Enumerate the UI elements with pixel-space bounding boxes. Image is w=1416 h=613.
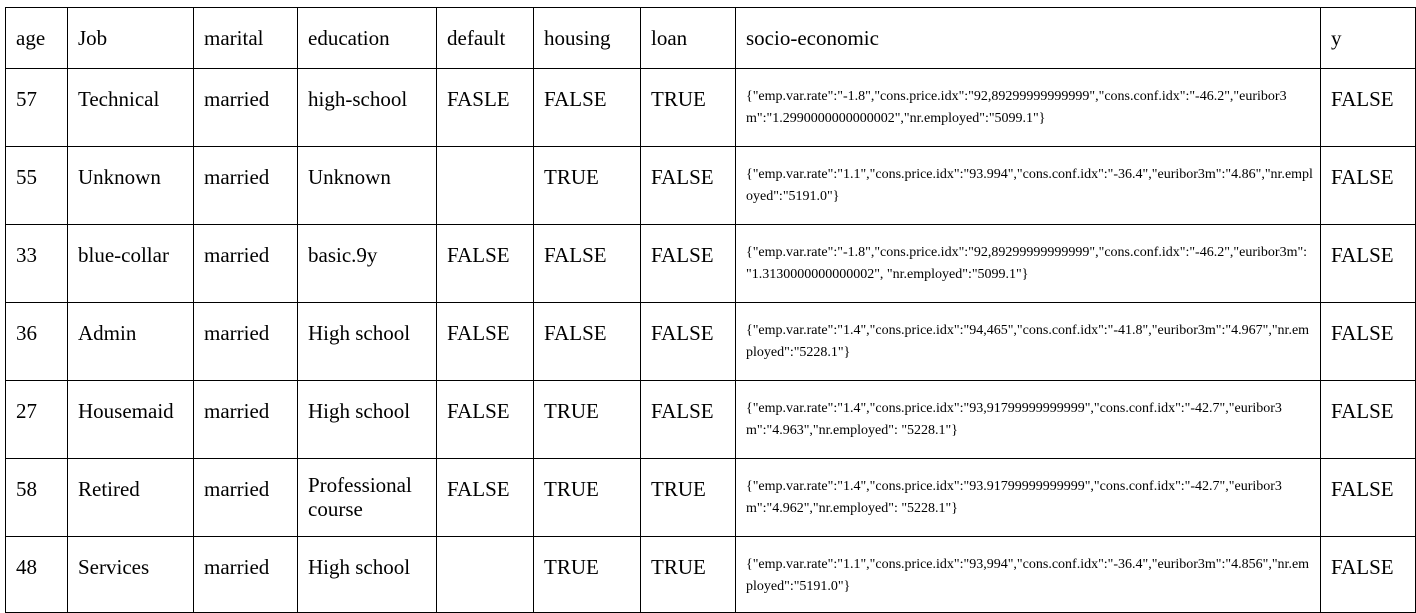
cell-default	[437, 147, 534, 225]
header-housing: housing	[534, 8, 641, 69]
cell-marital: married	[194, 147, 298, 225]
cell-y: FALSE	[1321, 537, 1416, 613]
table-row	[6, 303, 1416, 381]
cell-age: 58	[6, 459, 68, 537]
cell-marital: married	[194, 225, 298, 303]
cell-loan: TRUE	[641, 69, 736, 147]
cell-default: FALSE	[437, 459, 534, 537]
table-row	[6, 381, 1416, 459]
cell-loan: FALSE	[641, 303, 736, 381]
cell-socio-economic: {"emp.var.rate":"1.1","cons.price.idx":"93,994","cons.conf.idx":"-36.4","euribor3m":"4.856","nr.employed":"5191.0"}	[736, 537, 1321, 613]
cell-y: FALSE	[1321, 69, 1416, 147]
cell-socio-economic: {"emp.var.rate":"1.4","cons.price.idx":"93.91799999999999","cons.conf.idx":"-42.7","euribor3m":"4.962","nr.employed": "5228.1"}	[736, 459, 1321, 537]
header-loan: loan	[641, 8, 736, 69]
cell-education: High school	[298, 381, 437, 459]
table-row	[6, 459, 1416, 537]
cell-age: 33	[6, 225, 68, 303]
table-row	[6, 69, 1416, 147]
cell-housing: TRUE	[534, 147, 641, 225]
cell-education: Unknown	[298, 147, 437, 225]
cell-socio-economic: {"emp.var.rate":"-1.8","cons.price.idx":"92,89299999999999","cons.conf.idx":"-46.2","euribor3m":"1.2990000000000002","nr.employed":"5099.1"}	[736, 69, 1321, 147]
cell-job: Admin	[68, 303, 194, 381]
cell-socio-economic: {"emp.var.rate":"1.1","cons.price.idx":"93.994","cons.conf.idx":"-36.4","euribor3m":"4.86","nr.employed":"5191.0"}	[736, 147, 1321, 225]
cell-default: FALSE	[437, 225, 534, 303]
table-row	[6, 537, 1416, 613]
cell-marital: married	[194, 303, 298, 381]
data-table-container	[5, 7, 1416, 613]
cell-job: Retired	[68, 459, 194, 537]
cell-default	[437, 537, 534, 613]
cell-age: 48	[6, 537, 68, 613]
cell-education: Professional course	[298, 459, 437, 537]
cell-education: High school	[298, 303, 437, 381]
cell-y: FALSE	[1321, 459, 1416, 537]
cell-socio-economic: {"emp.var.rate":"1.4","cons.price.idx":"94,465","cons.conf.idx":"-41.8","euribor3m":"4.967","nr.employed":"5228.1"}	[736, 303, 1321, 381]
cell-education: basic.9y	[298, 225, 437, 303]
cell-marital: married	[194, 69, 298, 147]
cell-housing: FALSE	[534, 225, 641, 303]
cell-socio-economic: {"emp.var.rate":"1.4","cons.price.idx":"93,91799999999999","cons.conf.idx":"-42.7","euribor3m":"4.963","nr.employed": "5228.1"}	[736, 381, 1321, 459]
cell-socio-economic: {"emp.var.rate":"-1.8","cons.price.idx":"92,89299999999999","cons.conf.idx":"-46.2","euribor3m": "1.3130000000000002", "nr.employed":"5099.1"}	[736, 225, 1321, 303]
cell-job: Technical	[68, 69, 194, 147]
cell-housing: FALSE	[534, 69, 641, 147]
cell-y: FALSE	[1321, 225, 1416, 303]
header-default: default	[437, 8, 534, 69]
header-age: age	[6, 8, 68, 69]
header-socio-economic: socio-economic	[736, 8, 1321, 69]
cell-marital: married	[194, 537, 298, 613]
header-y: y	[1321, 8, 1416, 69]
table-row	[6, 147, 1416, 225]
cell-education: High school	[298, 537, 437, 613]
cell-y: FALSE	[1321, 381, 1416, 459]
cell-y: FALSE	[1321, 147, 1416, 225]
cell-marital: married	[194, 459, 298, 537]
cell-job: blue-collar	[68, 225, 194, 303]
cell-housing: TRUE	[534, 381, 641, 459]
cell-job: Services	[68, 537, 194, 613]
header-job: Job	[68, 8, 194, 69]
cell-loan: TRUE	[641, 537, 736, 613]
cell-age: 57	[6, 69, 68, 147]
cell-loan: FALSE	[641, 381, 736, 459]
cell-loan: FALSE	[641, 147, 736, 225]
cell-housing: FALSE	[534, 303, 641, 381]
cell-age: 27	[6, 381, 68, 459]
table-row	[6, 225, 1416, 303]
cell-education: high-school	[298, 69, 437, 147]
cell-default: FALSE	[437, 303, 534, 381]
cell-marital: married	[194, 381, 298, 459]
cell-age: 55	[6, 147, 68, 225]
cell-y: FALSE	[1321, 303, 1416, 381]
cell-job: Unknown	[68, 147, 194, 225]
cell-loan: FALSE	[641, 225, 736, 303]
cell-default: FALSE	[437, 381, 534, 459]
data-table	[5, 7, 1416, 613]
cell-housing: TRUE	[534, 459, 641, 537]
cell-housing: TRUE	[534, 537, 641, 613]
header-row	[6, 8, 1416, 69]
cell-default: FASLE	[437, 69, 534, 147]
header-marital: marital	[194, 8, 298, 69]
cell-loan: TRUE	[641, 459, 736, 537]
cell-job: Housemaid	[68, 381, 194, 459]
header-education: education	[298, 8, 437, 69]
cell-age: 36	[6, 303, 68, 381]
